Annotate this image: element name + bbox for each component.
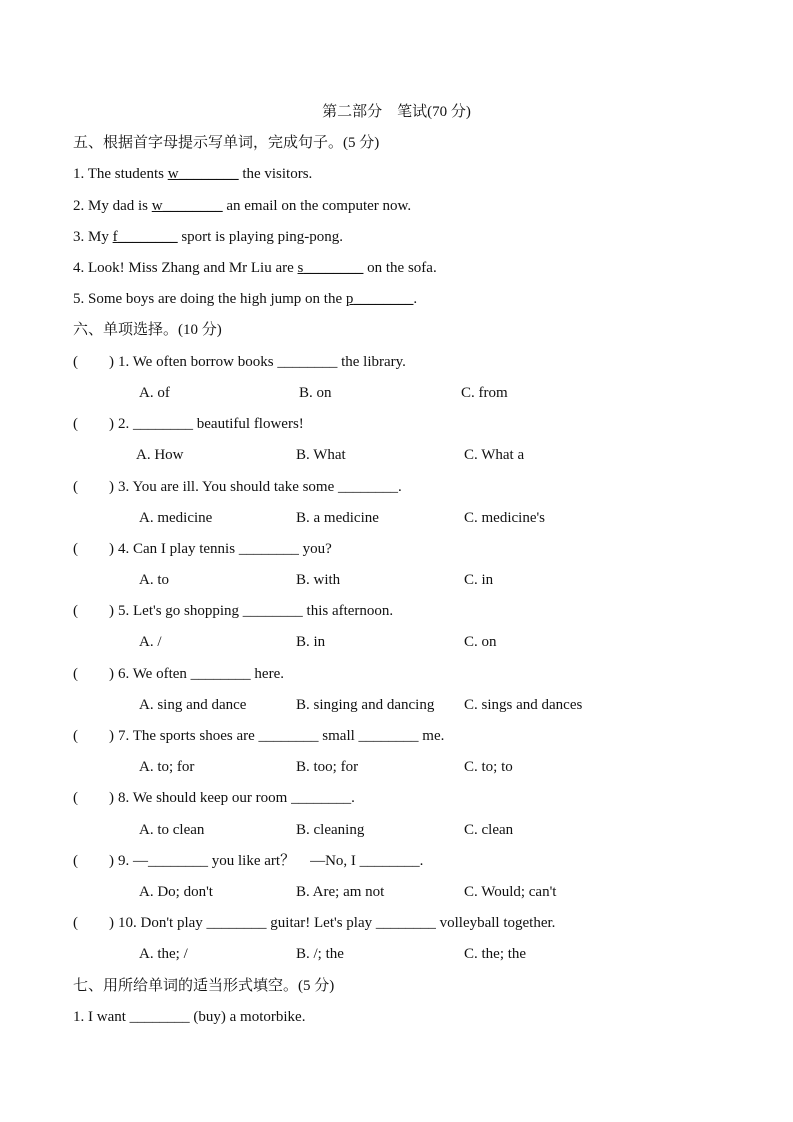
option-b[interactable]: B. Are; am not	[296, 884, 385, 900]
fill-item-2	[73, 197, 411, 215]
option-c[interactable]: C. What a	[464, 447, 525, 463]
option-c[interactable]: C. Would; can't	[464, 884, 557, 900]
fill-item-letter: p	[345, 291, 354, 307]
fill-item-letter: f	[112, 229, 118, 245]
answer-paren-open[interactable]: (	[73, 354, 78, 370]
fill-item-answer-blank[interactable]	[346, 291, 414, 307]
option-a[interactable]: A. the; /	[139, 946, 188, 962]
fill-item-3	[73, 228, 343, 246]
answer-paren-open[interactable]: (	[73, 728, 78, 744]
option-b[interactable]: B. singing and dancing	[296, 697, 435, 713]
option-b[interactable]: B. a medicine	[296, 510, 379, 526]
fill-item-prefix: 5. Some boys are doing the high jump on the	[73, 291, 346, 307]
option-b[interactable]: B. cleaning	[296, 822, 365, 838]
answer-paren-close: )	[109, 853, 114, 869]
answer-paren-open[interactable]: (	[73, 416, 78, 432]
answer-paren-close: )	[109, 666, 114, 682]
question-stem: 8. We should keep our room ________.	[118, 790, 355, 806]
answer-paren-close: )	[109, 354, 114, 370]
option-c[interactable]: C. from	[461, 385, 508, 401]
answer-paren-close: )	[109, 603, 114, 619]
form-item-1: 1. I want ________ (buy) a motorbike.	[73, 1009, 306, 1025]
option-a[interactable]: A. How	[136, 447, 184, 463]
answer-paren-open[interactable]: (	[73, 853, 78, 869]
fill-item-suffix: an email on the computer now.	[222, 198, 412, 214]
fill-item-blank: ________	[303, 260, 364, 276]
option-a[interactable]: A. medicine	[139, 510, 213, 526]
option-a[interactable]: A. /	[139, 634, 162, 650]
option-a[interactable]: A. sing and dance	[139, 697, 247, 713]
section-6-heading: 六、单项选择。(10 分)	[73, 322, 222, 338]
page-title: 第二部分 笔试(70 分)	[322, 104, 471, 120]
fill-item-prefix: 3. My	[73, 229, 113, 245]
fill-item-suffix: the visitors.	[238, 166, 313, 182]
option-a[interactable]: A. to	[139, 572, 169, 588]
option-a[interactable]: A. Do; don't	[139, 884, 213, 900]
fill-item-answer-blank[interactable]	[113, 229, 178, 245]
question-stem: 10. Don't play ________ guitar! Let's play ________ volleyball together.	[118, 915, 556, 931]
section-7-heading: 七、用所给单词的适当形式填空。(5 分)	[73, 978, 335, 994]
answer-paren-close: )	[109, 479, 114, 495]
option-b[interactable]: B. in	[296, 634, 326, 650]
answer-paren-open[interactable]: (	[73, 666, 78, 682]
answer-paren-open[interactable]: (	[73, 915, 78, 931]
answer-paren-close: )	[109, 541, 114, 557]
fill-item-suffix: on the sofa.	[363, 260, 437, 276]
fill-item-1	[73, 165, 312, 183]
option-b[interactable]: B. too; for	[296, 759, 359, 775]
answer-paren-close: )	[109, 915, 114, 931]
fill-item-suffix: .	[413, 291, 418, 307]
option-c[interactable]: C. the; the	[464, 946, 527, 962]
option-b[interactable]: B. /; the	[296, 946, 344, 962]
answer-paren-close: )	[109, 728, 114, 744]
option-c[interactable]: C. in	[464, 572, 494, 588]
section-5-heading: 五、根据首字母提示写单词，完成句子。(5 分)	[73, 135, 380, 151]
fill-item-blank: ________	[117, 229, 178, 245]
answer-paren-open[interactable]: (	[73, 603, 78, 619]
question-stem: 2. ________ beautiful flowers!	[118, 416, 304, 432]
question-stem: 5. Let's go shopping ________ this afternoon.	[118, 603, 394, 619]
fill-item-answer-blank[interactable]	[168, 166, 239, 182]
answer-paren-close: )	[109, 416, 114, 432]
option-a[interactable]: A. to clean	[139, 822, 205, 838]
answer-paren-open[interactable]: (	[73, 541, 78, 557]
fill-item-prefix: 1. The students	[73, 166, 168, 182]
fill-item-suffix: sport is playing ping-pong.	[177, 229, 344, 245]
question-stem: 1. We often borrow books ________ the library.	[118, 354, 406, 370]
question-stem: 9. —________ you like art？ —No, I ________.	[118, 853, 424, 869]
fill-item-answer-blank[interactable]	[152, 198, 223, 214]
option-c[interactable]: C. medicine's	[464, 510, 546, 526]
fill-item-letter: w	[151, 198, 163, 214]
fill-item-blank: ________	[162, 198, 223, 214]
question-stem: 3. You are ill. You should take some ________.	[118, 479, 402, 495]
option-c[interactable]: C. on	[464, 634, 497, 650]
fill-item-prefix: 4. Look! Miss Zhang and Mr Liu are	[73, 260, 298, 276]
answer-paren-open[interactable]: (	[73, 790, 78, 806]
fill-item-letter: w	[167, 166, 179, 182]
answer-paren-close: )	[109, 790, 114, 806]
fill-item-5	[73, 290, 417, 308]
fill-item-prefix: 2. My dad is	[73, 198, 152, 214]
question-stem: 4. Can I play tennis ________ you?	[118, 541, 332, 557]
option-c[interactable]: C. sings and dances	[464, 697, 583, 713]
question-stem: 6. We often ________ here.	[118, 666, 284, 682]
option-c[interactable]: C. to; to	[464, 759, 513, 775]
fill-item-letter: s	[297, 260, 304, 276]
question-stem: 7. The sports shoes are ________ small ________ me.	[118, 728, 445, 744]
fill-item-4	[73, 259, 437, 277]
option-a[interactable]: A. of	[139, 385, 170, 401]
answer-paren-open[interactable]: (	[73, 479, 78, 495]
fill-item-answer-blank[interactable]	[298, 260, 364, 276]
option-a[interactable]: A. to; for	[139, 759, 195, 775]
fill-item-blank: ________	[178, 166, 239, 182]
option-b[interactable]: B. What	[296, 447, 346, 463]
fill-item-blank: ________	[353, 291, 414, 307]
option-b[interactable]: B. with	[296, 572, 341, 588]
option-c[interactable]: C. clean	[464, 822, 514, 838]
option-b[interactable]: B. on	[299, 385, 332, 401]
